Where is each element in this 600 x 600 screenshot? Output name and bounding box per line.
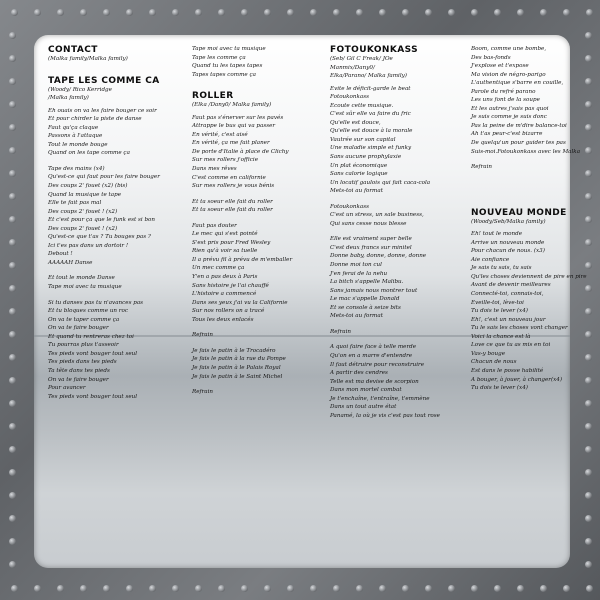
- lyric-line: Tes pieds vont bouger tout seul: [48, 393, 138, 400]
- lyric-line: Les uns font de la soupe: [471, 97, 540, 104]
- spacer: [192, 79, 320, 91]
- rivet: [517, 585, 524, 592]
- lyric-line: Tu dois te lever (x4): [471, 385, 528, 392]
- rivet: [264, 9, 271, 16]
- lyric-line: Passons à l'attaque: [48, 133, 103, 140]
- rivet: [517, 9, 524, 16]
- lyric-line: Faut qu'ça claque: [48, 124, 99, 131]
- lyric-line: Ici t'es pas dans un dortoir !: [48, 242, 129, 249]
- rivet: [9, 239, 16, 246]
- lyric-line: Un mec comme ça: [192, 265, 245, 272]
- lyric-line: Et les autres j'sais pas quoi: [471, 105, 549, 112]
- rivet: [586, 585, 593, 592]
- rivet: [172, 585, 179, 592]
- lyric-line: Tapes tapes comme ça: [192, 71, 256, 78]
- rivet: [402, 585, 409, 592]
- rivet: [310, 9, 317, 16]
- lyric-line: Des coups 2' fouet ! (x2): [48, 225, 118, 232]
- lyric-line: Quand tu les tapes tapes: [192, 63, 263, 70]
- lyrics-column-2: [192, 45, 320, 397]
- lyric-line: En vérité, c'est aisé: [192, 131, 248, 138]
- lyric-line: En vérité, ça me fait planer: [192, 140, 270, 147]
- rivet: [126, 9, 133, 16]
- lyric-line: Je fais le patin à le Trocadéro: [192, 347, 276, 354]
- rivet: [9, 423, 16, 430]
- lyric-line: Et quand tu rentreras chez toi: [48, 333, 134, 340]
- spacer: [192, 215, 320, 222]
- lyric-line: Sans histoire je l'ai chauffé: [192, 282, 269, 289]
- lyric-line: Le mac s'appelle Donald: [330, 296, 400, 303]
- rivet: [425, 585, 432, 592]
- lyric-line: Voici la chance est là: [471, 333, 531, 340]
- lyric-line: Love ce que tu as mis en toi: [471, 342, 551, 349]
- spacer: [48, 267, 176, 274]
- lyric-line: Fotoukonkass: [330, 94, 369, 101]
- rivet: [57, 585, 64, 592]
- rivet: [379, 9, 386, 16]
- lyric-line: Arrive un nouveau monde: [471, 239, 545, 246]
- rivet: [9, 124, 16, 131]
- lyric-line: Ecoute cette musique.: [330, 102, 394, 109]
- rivet: [402, 9, 409, 16]
- rivet: [310, 585, 317, 592]
- lyric-line: Eveille-toi, lève-toi: [471, 299, 524, 306]
- rivet: [586, 9, 593, 16]
- rivet: [9, 78, 16, 85]
- rivet: [425, 9, 432, 16]
- lyric-line: Tape moi avec ta musique: [48, 284, 122, 291]
- rivet: [540, 585, 547, 592]
- lyric-line: Il faut détruire pour reconstruire: [330, 361, 425, 368]
- lyric-line: Est dans le posse habilité: [471, 367, 544, 374]
- spacer: [471, 196, 599, 208]
- rivet: [585, 32, 592, 39]
- rivet: [287, 585, 294, 592]
- spacer: [192, 381, 320, 388]
- lyric-line: Et se console à seize bits: [330, 304, 401, 311]
- rivet: [494, 9, 501, 16]
- lyric-line: Je fais le patin à la rue du Pompe: [192, 356, 286, 363]
- song-title: FOTOUKONKASS: [330, 45, 418, 55]
- lyric-line: Dans mes rêves: [192, 166, 237, 173]
- lyric-line: Si tu danses pas tu n'avances pas: [48, 299, 144, 306]
- lyric-line: Rien qu'à voir sa tuelle: [192, 248, 258, 255]
- rivet: [563, 585, 570, 592]
- song-credit: Elka/Parano/ Malka family): [330, 73, 407, 80]
- lyric-line: Elle est vraiment super belle: [330, 236, 412, 243]
- rivet: [494, 585, 501, 592]
- rivet: [356, 9, 363, 16]
- lyric-line: Quand la musique te tape: [48, 191, 122, 198]
- spacer: [48, 158, 176, 165]
- rivet: [9, 561, 16, 568]
- lyric-line: Tout le monde bouge: [48, 141, 108, 148]
- rivet: [9, 492, 16, 499]
- lyric-line: Dans ses yeux j'ai vu la Californie: [192, 299, 288, 306]
- rivet: [195, 585, 202, 592]
- rivet: [333, 9, 340, 16]
- lyric-line: Ma vision de négro-parigo: [471, 71, 546, 78]
- lyric-line: Fotoukonkass: [330, 203, 369, 210]
- lyric-line: Et tout le monde Danse: [48, 275, 115, 282]
- lyric-line: Vas-y bouge: [471, 350, 506, 357]
- rivet: [9, 377, 16, 384]
- rivet: [241, 585, 248, 592]
- lyric-line: Sans calorie logique: [330, 171, 388, 178]
- rivet: [9, 101, 16, 108]
- rivet: [585, 400, 592, 407]
- rivet: [80, 9, 87, 16]
- lyric-line: La bitch s'appelle Malibu.: [330, 279, 404, 286]
- lyric-line: Je suis comme je suis donc: [471, 114, 547, 121]
- rivet: [9, 32, 16, 39]
- lyric-line: Mets-toi au format: [330, 313, 383, 320]
- lyric-line: On va te taper comme ça: [48, 316, 120, 323]
- spacer: [330, 196, 458, 203]
- lyric-line: Boom, comme une bombe,: [471, 46, 547, 52]
- song-credit: /Malka family): [48, 95, 89, 102]
- lyric-line: Sur mes rollers je vous bénis: [192, 183, 275, 190]
- lyric-line: Il a prévu fil à prévu de m'emballer: [192, 256, 293, 263]
- lyric-line: C'est sûr elle va faire du fric: [330, 111, 411, 118]
- rivet: [471, 585, 478, 592]
- lyric-line: L'histoire a commencé: [192, 291, 257, 298]
- rivet: [9, 170, 16, 177]
- lyric-line: Qu'elle est douce à la morale: [330, 128, 413, 135]
- lyric-line: Dans un tout autre état: [330, 404, 397, 411]
- song-title: TAPE LES COMME CA: [48, 75, 160, 86]
- lyric-line: Sur nos rollers on a tracé: [192, 308, 265, 315]
- rivet: [264, 585, 271, 592]
- lyric-line: Refrain: [330, 328, 351, 335]
- rivet: [540, 9, 547, 16]
- lyric-line: Eh ouais on va les faire bouger ce soir: [48, 107, 157, 114]
- rivet: [356, 585, 363, 592]
- lyric-line: Tu le sais les choses vont changer: [471, 325, 568, 332]
- rivet: [9, 193, 16, 200]
- rivet: [585, 423, 592, 430]
- lyric-line: Debout !: [48, 251, 73, 258]
- rivet: [9, 469, 16, 476]
- lyric-line: Connecté-toi, connais-toi,: [471, 291, 544, 298]
- rivet: [9, 147, 16, 154]
- lyrics-column-3: [330, 45, 458, 420]
- song-credit: (Woody/Seb/Malka family): [471, 218, 546, 225]
- lyric-line: Qu'elle est douce,: [330, 119, 381, 126]
- song-title: ROLLER: [192, 91, 234, 102]
- rivet: [103, 585, 110, 592]
- lyric-line: Je fais le patin à le Palais Royal: [192, 364, 281, 371]
- spacer: [330, 336, 458, 343]
- rivet: [9, 331, 16, 338]
- lyric-line: Le mec qui s'est pointé: [192, 231, 258, 238]
- song-title: CONTACT: [48, 45, 98, 55]
- spacer: [330, 321, 458, 328]
- lyric-line: Ta tête dans tes pieds: [48, 367, 110, 374]
- lyric-line: C'est un stress, un sale business,: [330, 212, 424, 219]
- lyric-line: C'est comme en californie: [192, 174, 266, 181]
- rivet: [9, 55, 16, 62]
- rivet: [563, 9, 570, 16]
- lyric-line: Vautrée sur son capital: [330, 136, 396, 143]
- lyric-line: Eh!, c'est un nouveau jour: [471, 316, 546, 323]
- lyric-line: J'en ferai de la nehu: [330, 270, 388, 277]
- lyrics-column-4: [471, 45, 599, 393]
- rivet: [57, 9, 64, 16]
- rivet: [585, 561, 592, 568]
- rivet: [9, 400, 16, 407]
- spacer: [471, 172, 599, 184]
- lyric-line: Qui sans cesse nous blesse: [330, 220, 407, 227]
- lyric-line: Pas la peine de m'dire balance-toi: [471, 122, 567, 129]
- lyric-line: Faut pas s'énerver sur les pavés: [192, 114, 284, 121]
- lyric-line: S'est pris pour Fred Wesley: [192, 239, 271, 246]
- lyric-line: J'explose et t'expose: [471, 63, 529, 70]
- lyric-line: Mets-toi au format: [330, 188, 383, 195]
- rivet: [149, 585, 156, 592]
- lyric-line: Refrain: [471, 164, 492, 171]
- rivet: [9, 285, 16, 292]
- lyric-line: AAAAAH Danse: [48, 259, 93, 266]
- lyric-line: Tes pieds vont bouger tout seul: [48, 350, 138, 357]
- spacer: [471, 156, 599, 163]
- rivet: [218, 9, 225, 16]
- song-credit: (Woody/ Rico Kerridge: [48, 86, 112, 93]
- lyrics-panel: [34, 35, 587, 568]
- rivet: [103, 9, 110, 16]
- lyric-line: Refrain: [192, 389, 213, 396]
- lyric-line: Tape des mains (x4): [48, 165, 105, 172]
- rivet: [585, 515, 592, 522]
- lyric-line: C'est deux francs sur minitel: [330, 244, 412, 251]
- lyric-line: Des bas-fonds: [471, 54, 511, 61]
- lyric-line: Donne baby, donne, donne, donne: [330, 253, 427, 260]
- lyric-line: Elle te fait pas mal: [48, 200, 102, 207]
- rivet: [11, 585, 18, 592]
- lyric-line: Et tu bloques comme un roc: [48, 308, 128, 315]
- lyric-line: Avant de devenir meilleures: [471, 282, 551, 289]
- lyric-line: Tu pourras plus t'asseoir: [48, 342, 119, 349]
- lyric-line: Qu'est-ce qui faut pour les faire bouger: [48, 174, 160, 181]
- rivet: [9, 515, 16, 522]
- spacer: [471, 184, 599, 196]
- rivet: [585, 446, 592, 453]
- lyric-line: Et pour chirder la piste de danse: [48, 116, 142, 123]
- lyric-line: Qu'les choses deviennent de pire en pire: [471, 273, 587, 280]
- lyric-line: Une maladie simple et funky: [330, 145, 412, 152]
- rivet: [11, 9, 18, 16]
- rivet: [34, 9, 41, 16]
- song-credit: Manmix/Dany0/: [330, 64, 375, 71]
- lyric-line: Parole du refré parano: [471, 88, 536, 95]
- spacer: [192, 340, 320, 347]
- rivet: [34, 585, 41, 592]
- lyric-line: Tes pieds dans tes pieds: [48, 359, 117, 366]
- rivet: [9, 216, 16, 223]
- rivet: [172, 9, 179, 16]
- rivet: [585, 538, 592, 545]
- lyric-line: Refrain: [192, 332, 213, 339]
- lyric-line: Ah t'as peur-c'est bizarre: [471, 131, 543, 138]
- lyric-line: Suis-moi.Fotoukonkass avec les Malka: [471, 148, 581, 155]
- rivet: [195, 9, 202, 16]
- lyric-line: Attrappe le bus qui va passer: [192, 123, 276, 130]
- lyric-line: L'authentique s'barre en couille,: [471, 80, 564, 87]
- rivet: [287, 9, 294, 16]
- spacer: [192, 191, 320, 198]
- rivet: [126, 585, 133, 592]
- song-credit: (Seb/ Gil C Freak/ JOe: [330, 56, 393, 62]
- rivet: [218, 585, 225, 592]
- rivet: [9, 538, 16, 545]
- lyric-line: Un locatif gaulois qui fait caca-cola: [330, 179, 431, 186]
- spacer: [48, 64, 176, 76]
- lyric-line: Des coups 2' fouet ! (x2): [48, 208, 118, 215]
- rivet: [9, 446, 16, 453]
- song-title: NOUVEAU MONDE: [471, 207, 567, 218]
- rivet: [149, 9, 156, 16]
- lyric-line: Pour chacun de nous. (x3): [471, 248, 545, 255]
- rivet: [585, 492, 592, 499]
- lyric-line: Qu'est-ce que t'as ? Tu bouges pas ?: [48, 234, 151, 241]
- lyric-line: De quelqu'un pour guider tes pas: [471, 140, 566, 147]
- lyric-line: Tous les deux enlacés: [192, 316, 254, 323]
- lyric-line: Et ta soeur elle fait du roller: [192, 198, 273, 205]
- rivet: [241, 9, 248, 16]
- lyric-line: Eh! tout le monde: [471, 231, 522, 238]
- lyric-line: Je sais tu sais, tu sais: [471, 265, 532, 272]
- spacer: [48, 292, 176, 299]
- spacer: [192, 324, 320, 331]
- rivet: [585, 469, 592, 476]
- lyric-line: A quoi faire face à telle merde: [330, 344, 417, 351]
- lyric-line: On va te faire bouger: [48, 376, 109, 383]
- lyric-line: Je t'enchaîne, t'entraîne, t'emmène: [330, 395, 430, 402]
- lyric-line: Et ta soeur elle fait du roller: [192, 207, 273, 214]
- lyric-line: Je fais le patin à le Saint Michel: [192, 373, 283, 380]
- song-credit: (Malka family/Malka family): [48, 56, 128, 62]
- lyric-line: Donne moi ton cul: [330, 262, 382, 269]
- song-credit: (Elka /Dany0/ Malka family): [192, 102, 272, 109]
- lyric-line: Des coups 2' fouet (x2) (bis): [48, 183, 128, 190]
- rivet: [80, 585, 87, 592]
- lyric-line: Un plat économique: [330, 162, 388, 169]
- lyric-line: Quand on les tape comme ça: [48, 150, 130, 157]
- rivet: [471, 9, 478, 16]
- lyric-line: Telle est ma devise de scorpion: [330, 378, 419, 385]
- lyric-line: Pour avancer: [48, 385, 86, 392]
- lyric-line: A partir des cendres: [330, 370, 388, 377]
- rivet: [379, 585, 386, 592]
- rivet: [448, 9, 455, 16]
- lyric-line: A bouger, à jouer, à changer(x4): [471, 376, 563, 383]
- rivet: [333, 585, 340, 592]
- lyric-line: Y'en a pas deux à Paris: [192, 274, 258, 281]
- lyric-line: Aie confiance: [471, 256, 510, 263]
- lyric-line: Sans aucune prophylaxie: [330, 154, 402, 161]
- lyric-line: De porte d'Italie à place de Clichy: [192, 148, 289, 155]
- lyric-line: Evite le déficit-garde le beat: [330, 85, 411, 92]
- lyric-line: Dans mon mortel combat: [330, 387, 402, 394]
- rivet: [9, 262, 16, 269]
- lyric-line: Tape moi avec ta musique: [192, 46, 266, 52]
- lyric-line: On va te faire bouger: [48, 325, 109, 332]
- rivet: [9, 354, 16, 361]
- rivet: [9, 308, 16, 315]
- lyric-line: Et c'est pour ça que le funk est si bon: [48, 217, 156, 224]
- lyrics-column-1: [48, 45, 176, 401]
- spacer: [330, 228, 458, 235]
- lyric-line: Panamé, la où je vis c'est pas tout rose: [330, 412, 440, 419]
- lyric-line: Faut pas douter: [192, 222, 237, 229]
- lyric-line: Qu'on en a marre d'entendre: [330, 352, 413, 359]
- lyric-line: Chacun de nous: [471, 359, 517, 366]
- lyric-line: Sur mes rollers j'officie: [192, 157, 259, 164]
- lyric-line: Tape les comme ça: [192, 54, 246, 61]
- lyric-line: Sans jamais nous montrer tout: [330, 287, 418, 294]
- lyric-line: Tu dois te lever (x4): [471, 308, 528, 315]
- rivet: [448, 585, 455, 592]
